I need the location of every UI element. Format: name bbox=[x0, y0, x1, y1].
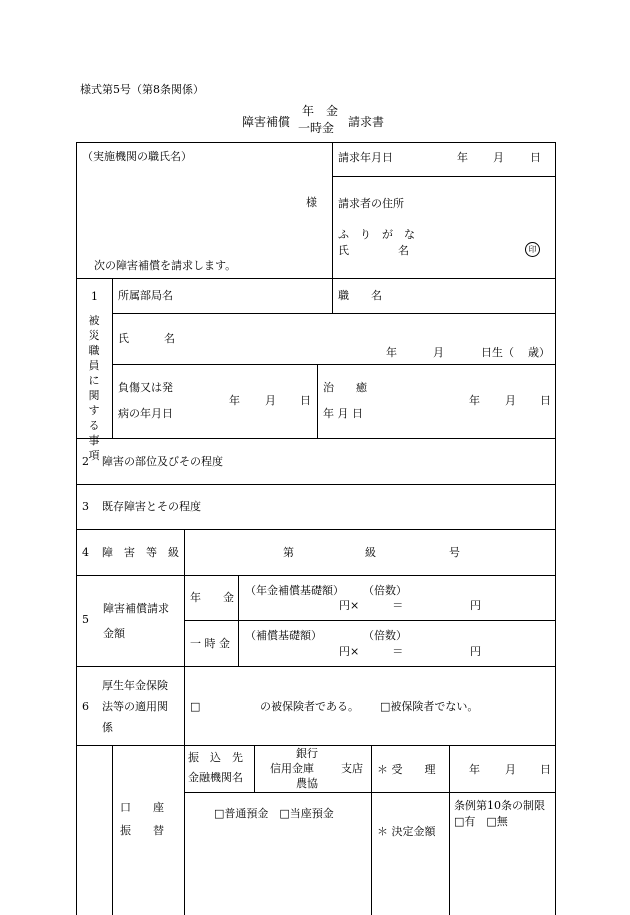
section4-number: 4 bbox=[82, 546, 89, 559]
injury-day: 日 bbox=[300, 394, 311, 407]
cure-year: 年 bbox=[469, 394, 480, 407]
grade-dai: 第 bbox=[283, 546, 294, 559]
bank-dest-label-2: 金融機関名 bbox=[188, 771, 243, 784]
birth-year: 年 bbox=[386, 346, 397, 359]
deposit-type-checkboxes[interactable]: □普通預金 □当座預金 bbox=[214, 807, 334, 820]
lump-label: 一 時 金 bbox=[190, 637, 230, 650]
section5-number: 5 bbox=[82, 613, 89, 626]
cure-label-2: 年 月 日 bbox=[323, 407, 363, 420]
section5-label-2: 金額 bbox=[103, 627, 125, 640]
lump-base-label: （補償基礎額） bbox=[245, 629, 322, 642]
request-sentence: 次の障害補償を請求します。 bbox=[94, 259, 237, 272]
cure-month: 月 bbox=[505, 394, 516, 407]
lump-yen: 円 bbox=[470, 645, 481, 658]
form-number: 様式第5号（第8条関係） bbox=[80, 83, 204, 96]
claimant-name-label-2: 名 bbox=[398, 244, 409, 257]
received-year: 年 bbox=[469, 763, 480, 776]
age-suffix: 歳） bbox=[528, 346, 550, 359]
cure-day: 日 bbox=[540, 394, 551, 407]
decided-amount-label: ＊ 決定金額 bbox=[377, 825, 436, 838]
request-month: 月 bbox=[493, 151, 504, 164]
received-month: 月 bbox=[505, 763, 516, 776]
section1-vertical-label: 被災職員に関する事項 bbox=[88, 314, 100, 462]
section2-label: 障害の部位及びその程度 bbox=[102, 455, 223, 468]
seal-mark: 印 bbox=[525, 242, 540, 257]
title-option-lump: 一時金 bbox=[298, 121, 335, 135]
section6-label-2: 法等の適用関 bbox=[102, 700, 168, 713]
dept-label: 所属部局名 bbox=[118, 289, 173, 302]
grade-go: 号 bbox=[449, 546, 460, 559]
injury-label-1: 負傷又は発 bbox=[118, 381, 173, 394]
section1-number: 1 bbox=[91, 290, 98, 303]
position-label: 職 名 bbox=[338, 289, 382, 302]
section3-label: 既存障害とその程度 bbox=[102, 500, 201, 513]
cure-label-1: 治 癒 bbox=[323, 381, 367, 394]
section6-number: 6 bbox=[82, 700, 89, 713]
bank-type-bank: 銀行 bbox=[296, 747, 318, 760]
annual-formula: 円× ＝ bbox=[339, 599, 404, 612]
section4-label: 障 害 等 級 bbox=[102, 546, 179, 559]
annual-multiplier-label: （倍数） bbox=[363, 584, 407, 597]
section2-number: 2 bbox=[82, 455, 89, 468]
request-date-label: 請求年月日 bbox=[338, 151, 393, 164]
received-day: 日 bbox=[540, 763, 551, 776]
grade-kyu: 級 bbox=[365, 546, 376, 559]
bank-type-credit: 信用金庫 bbox=[270, 762, 314, 775]
bank-type-agri: 農協 bbox=[296, 777, 318, 790]
victim-name-label-1: 氏 bbox=[118, 332, 129, 345]
address-label: 請求者の住所 bbox=[338, 197, 404, 210]
section3-number: 3 bbox=[82, 500, 89, 513]
insured-checkbox[interactable]: □ bbox=[190, 700, 201, 713]
received-label: ＊ 受 理 bbox=[377, 763, 436, 776]
ordinance-yes-no-checkboxes[interactable]: □有 □無 bbox=[454, 815, 508, 828]
birth-day-suffix: 日生（ bbox=[481, 346, 514, 359]
lump-formula: 円× ＝ bbox=[339, 645, 404, 658]
injury-label-2: 病の年月日 bbox=[118, 407, 173, 420]
injury-year: 年 bbox=[229, 394, 240, 407]
insured-label: の被保険者である。 bbox=[260, 700, 359, 713]
transfer-label-1: 口 座 bbox=[120, 801, 164, 814]
section6-label-1: 厚生年金保険 bbox=[102, 679, 168, 692]
lump-multiplier-label: （倍数） bbox=[363, 629, 407, 642]
furigana-label: ふ り が な bbox=[338, 228, 415, 241]
sama-label: 様 bbox=[306, 196, 317, 209]
request-year: 年 bbox=[457, 151, 468, 164]
section5-label-1: 障害補償請求 bbox=[103, 602, 169, 615]
injury-month: 月 bbox=[265, 394, 276, 407]
not-insured-checkbox[interactable]: □被保険者でない。 bbox=[380, 700, 479, 713]
section6-label-3: 係 bbox=[102, 721, 113, 734]
title-option-annual: 年 金 bbox=[302, 104, 339, 118]
ordinance-label: 条例第10条の制限 bbox=[454, 799, 545, 812]
annual-yen: 円 bbox=[470, 599, 481, 612]
annual-label: 年 金 bbox=[190, 591, 234, 604]
bank-dest-label-1: 振 込 先 bbox=[188, 751, 243, 764]
birth-month: 月 bbox=[433, 346, 444, 359]
annual-base-label: （年金補償基礎額） bbox=[245, 584, 344, 597]
transfer-label-2: 振 替 bbox=[120, 824, 164, 837]
title-suffix: 請求書 bbox=[348, 115, 385, 129]
claimant-name-label-1: 氏 bbox=[338, 244, 349, 257]
branch-label: 支店 bbox=[341, 762, 363, 775]
victim-name-label-2: 名 bbox=[164, 332, 175, 345]
request-day: 日 bbox=[530, 151, 541, 164]
title-prefix: 障害補償 bbox=[242, 115, 291, 129]
institution-label: （実施機関の職氏名） bbox=[82, 150, 192, 163]
